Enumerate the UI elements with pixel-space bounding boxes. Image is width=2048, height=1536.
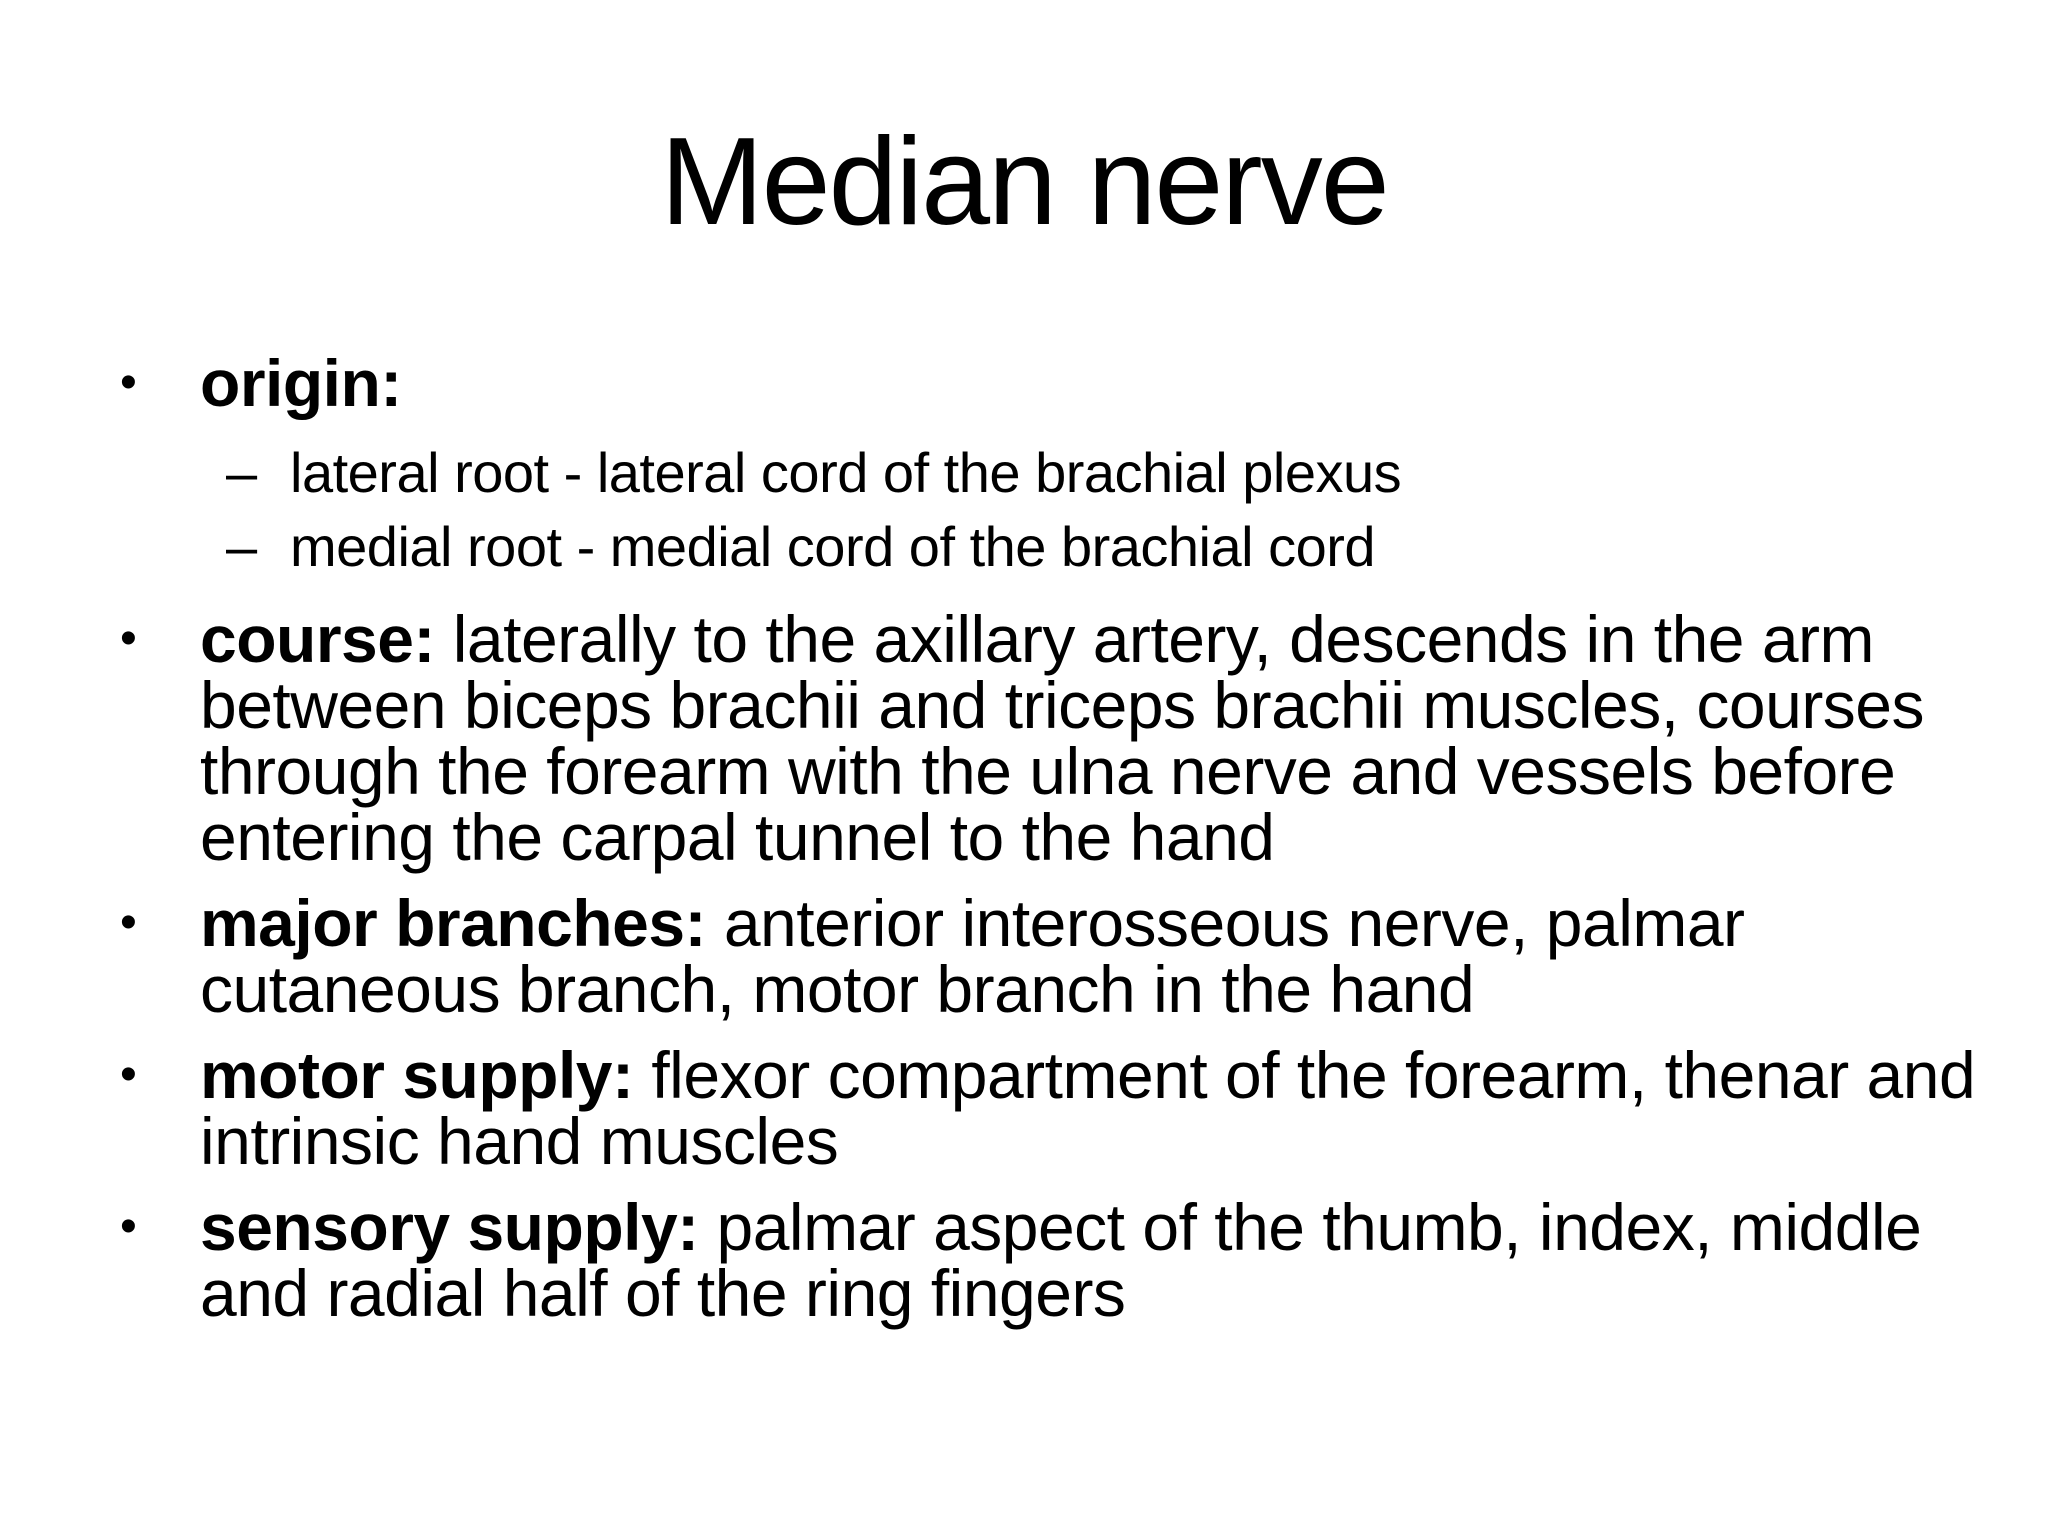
bullet-major-branches [0, 886, 1980, 1026]
bullet-origin [0, 346, 1980, 420]
bullet-list [0, 346, 2048, 1346]
origin-subitems [0, 436, 2048, 584]
bullet-sensory-supply [0, 1190, 1980, 1330]
bullet-text: anterior interosseous nerve, palmar cutaneous branch, motor branch in the hand [200, 886, 1745, 1026]
bullet-text: laterally to the axillary artery, descends in the arm between biceps brachii and triceps brachii muscles, courses through the forearm with the ulna nerve and vessels before entering the carpal tunnel to the hand [200, 602, 1925, 874]
subitem-lateral-root [0, 436, 2048, 510]
subitem-text: lateral root - lateral cord of the brachial plexus [290, 441, 1402, 504]
dash-icon: – [226, 441, 257, 504]
slide-title: Median nerve [660, 113, 1388, 251]
bullet-motor-supply [0, 1038, 1980, 1178]
bullet-label: origin: [200, 346, 402, 420]
bullet-label: sensory supply: [200, 1190, 699, 1264]
bullet-label: major branches: [200, 886, 706, 960]
bullet-label: course: [200, 602, 435, 676]
bullet-icon: • [120, 612, 137, 665]
bullet-icon: • [120, 1200, 137, 1253]
subitem-medial-root [0, 510, 2048, 584]
dash-icon: – [226, 515, 257, 578]
subitem-text: medial root - medial cord of the brachial cord [290, 515, 1376, 578]
bullet-icon: • [120, 1048, 137, 1101]
bullet-label: motor supply: [200, 1038, 634, 1112]
bullet-text: flexor compartment of the forearm, thenar and intrinsic hand muscles [200, 1038, 1976, 1178]
bullet-icon: • [120, 356, 137, 409]
bullet-icon: • [120, 896, 137, 949]
bullet-text: palmar aspect of the thumb, index, middle and radial half of the ring fingers [200, 1190, 1922, 1330]
bullet-course [0, 602, 1980, 874]
